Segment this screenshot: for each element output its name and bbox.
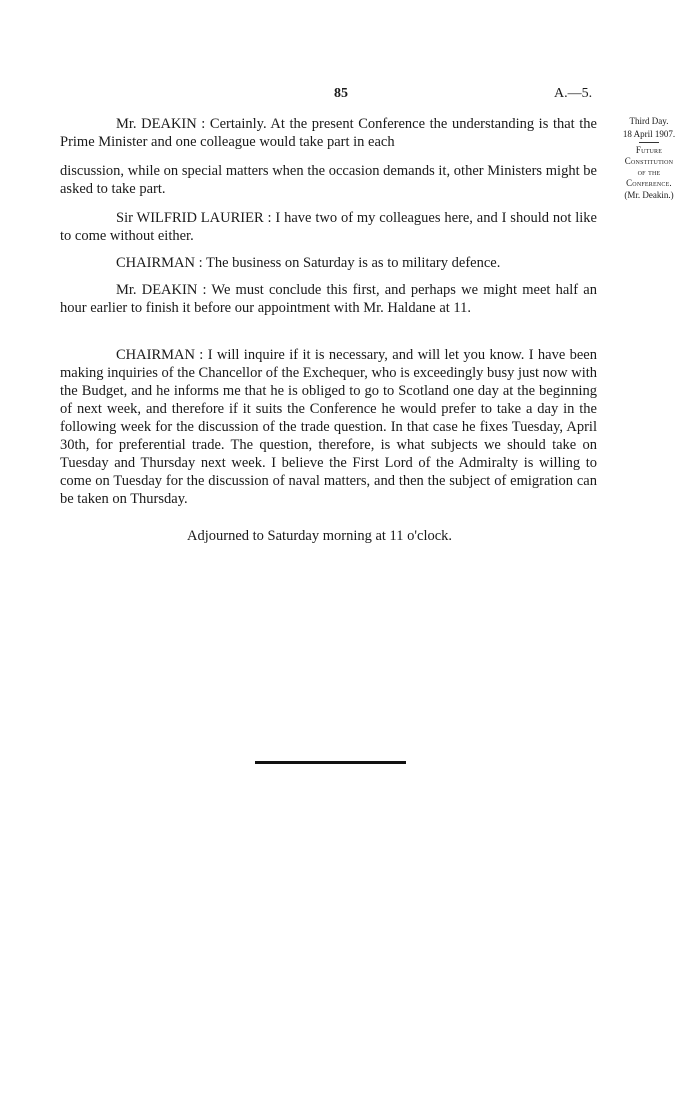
end-rule <box>255 761 406 764</box>
margin-note-topic-3: of the <box>637 167 661 177</box>
document-reference: A.—5. <box>554 86 593 101</box>
margin-note-topic-2: Constitution <box>624 156 674 166</box>
paragraph-deakin-1a: Mr. DEAKIN : Certainly. At the present Conference the understanding is that the Prime Minister and one colleague would take part in each <box>60 116 597 150</box>
margin-note <box>606 115 692 202</box>
adjournment-note: Adjourned to Saturday morning at 11 o'clock. <box>187 528 453 544</box>
paragraph-chairman-1: CHAIRMAN : The business on Saturday is as to military defence. <box>116 255 501 271</box>
margin-note-date: 18 April 1907. <box>622 129 676 139</box>
paragraph-laurier: Sir WILFRID LAURIER : I have two of my colleagues here, and I should not like to come without either. <box>60 210 597 244</box>
paragraph-chairman-2: CHAIRMAN : I will inquire if it is necessary, and will let you know. I have been making inquiries of the Chancellor of the Exchequer, who is exceedingly busy just now with the Budget, and he informs me that he is obliged to go to Scotland one day at the beginning of next week, and therefore if it suits the Conference he would prefer to take a day in the following week for the discussion of the trade question. In that case he fixes Tuesday, April 30th, for preferential trade. The question, therefore, is what subjects we should take on Tuesday and Thursday next week. I believe the First Lord of the Admiralty is willing to come on Tuesday for the discussion of naval matters, and then the subject of emigration can be taken on Thursday. <box>60 347 598 507</box>
margin-note-speaker: (Mr. Deakin.) <box>624 190 674 200</box>
paragraph-deakin-2: Mr. DEAKIN : We must conclude this first, and perhaps we might meet half an hour earlier to finish it before our appointment with Mr. Haldane at 11. <box>60 282 597 316</box>
margin-note-topic-4: Conference. <box>626 178 672 188</box>
paragraph-deakin-1b: discussion, while on special matters when the occasion demands it, other Ministers might be asked to take part. <box>60 163 597 197</box>
margin-note-topic-1: Future <box>635 145 663 155</box>
page-number: 85 <box>334 86 348 101</box>
margin-note-rule <box>639 142 659 143</box>
margin-note-day: Third Day. <box>629 116 669 126</box>
